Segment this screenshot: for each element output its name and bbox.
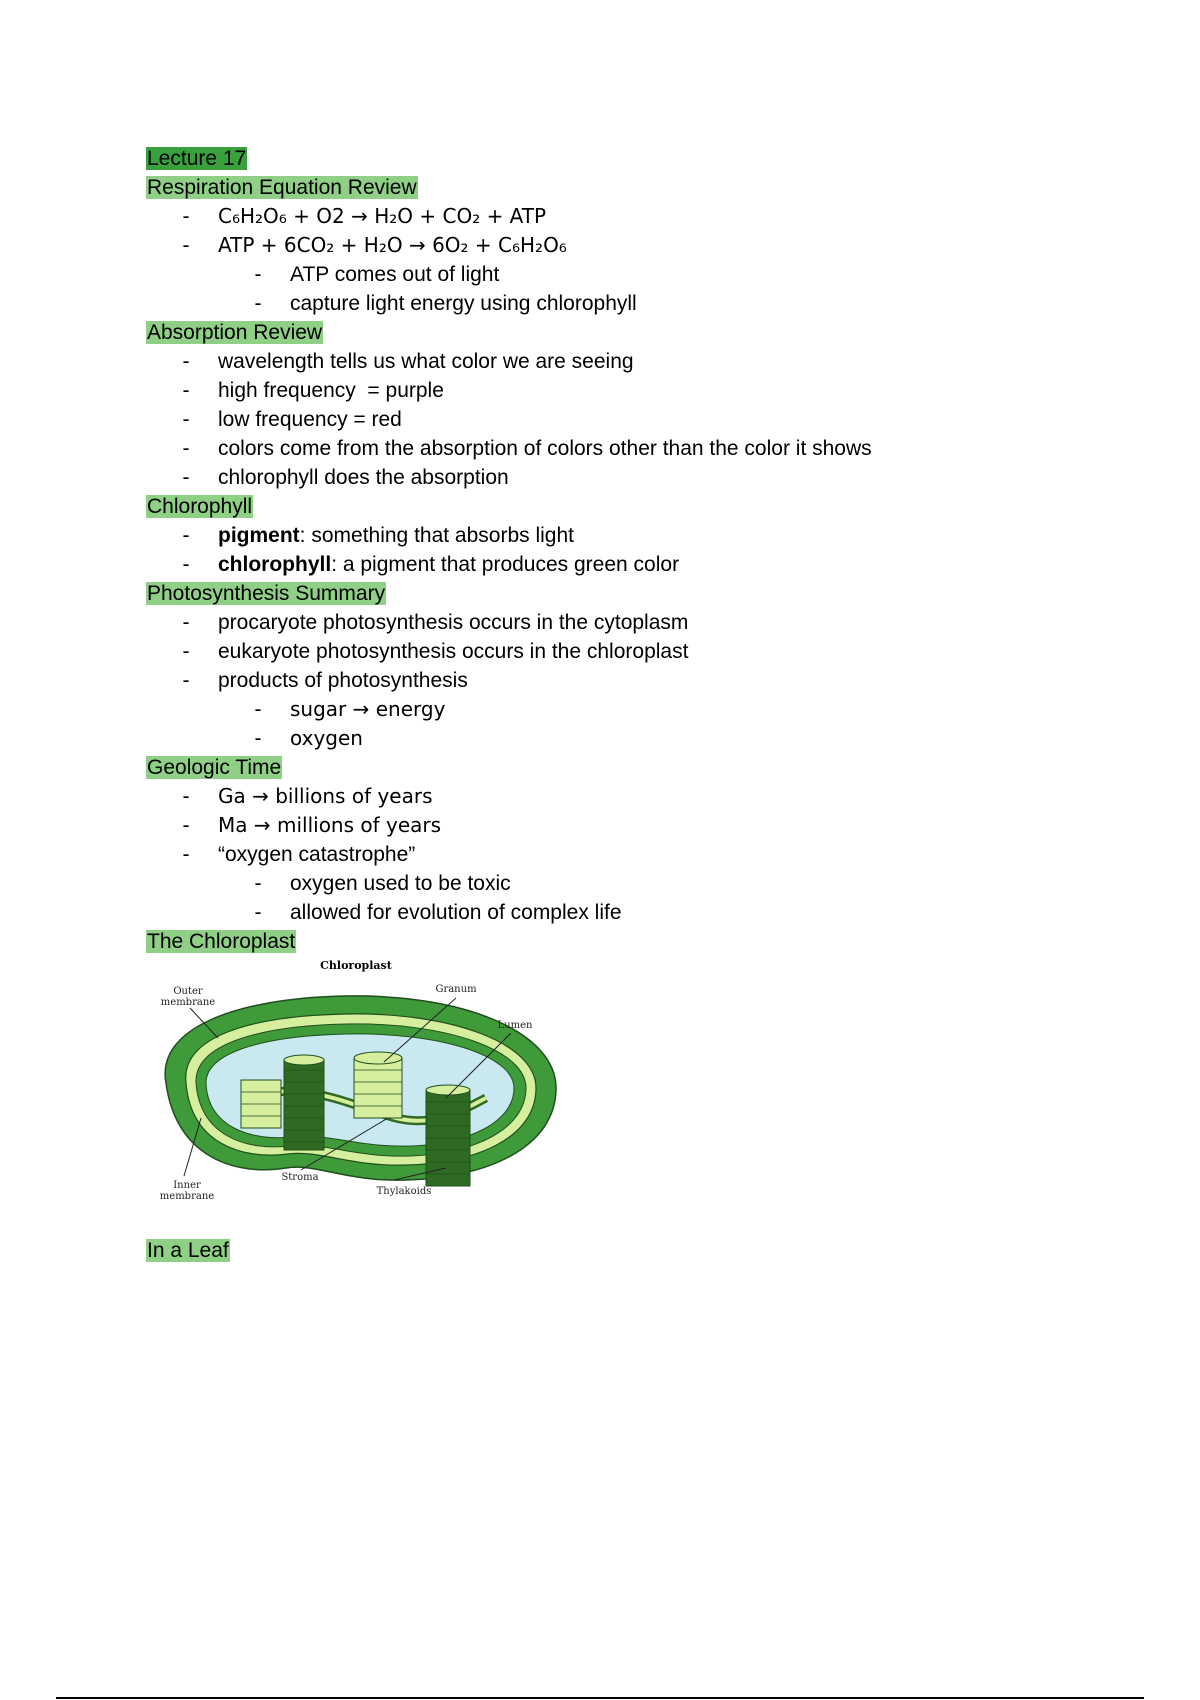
photosynthesis-heading-line	[146, 579, 1106, 608]
label-outer-membrane: Outer membrane	[160, 986, 216, 1008]
respiration-heading-line	[146, 173, 1106, 202]
list-item	[146, 289, 1106, 318]
list-item	[146, 521, 1106, 550]
bullet-dash: -	[254, 292, 262, 315]
respiration-heading: Respiration Equation Review	[147, 176, 417, 199]
chlorophyll-heading-line	[146, 492, 1106, 521]
bullet-dash: -	[254, 727, 262, 750]
geologic-heading-line	[146, 753, 1106, 782]
bullet-dash: -	[182, 234, 190, 257]
geologic-heading: Geologic Time	[147, 756, 282, 779]
list-item	[146, 202, 1106, 231]
definition-chlorophyll: : a pigment that produces green color	[331, 553, 680, 576]
respiration-sub-1: ATP comes out of light	[290, 263, 500, 286]
geologic-sub-1: oxygen used to be toxic	[290, 872, 511, 895]
absorption-item-2: high frequency = purple	[218, 379, 444, 402]
list-item	[146, 550, 1106, 579]
list-item	[146, 347, 1106, 376]
lecture-title: Lecture 17	[147, 147, 247, 170]
respiration-equation-1: C₆H₂O₆ + O2 → H₂O + CO₂ + ATP	[218, 204, 547, 228]
bullet-dash: -	[254, 698, 262, 721]
bullet-dash: -	[182, 611, 190, 634]
bullet-dash: -	[182, 466, 190, 489]
list-item	[146, 608, 1106, 637]
absorption-item-5: chlorophyll does the absorption	[218, 466, 509, 489]
photosynthesis-item-3: products of photosynthesis	[218, 669, 468, 692]
list-item	[146, 811, 1106, 840]
bullet-dash: -	[182, 814, 190, 837]
list-item	[146, 898, 1106, 927]
photosynthesis-item-1: procaryote photosynthesis occurs in the cytoplasm	[218, 611, 689, 634]
bullet-dash: -	[182, 437, 190, 460]
list-item	[146, 869, 1106, 898]
bullet-dash: -	[182, 379, 190, 402]
list-item	[146, 376, 1106, 405]
respiration-equation-2: ATP + 6CO₂ + H₂O → 6O₂ + C₆H₂O₆	[218, 233, 567, 257]
bullet-dash: -	[182, 640, 190, 663]
geologic-item-2: Ma → millions of years	[218, 813, 442, 837]
list-item	[146, 695, 1106, 724]
photosynthesis-sub-1: sugar → energy	[290, 697, 446, 721]
photosynthesis-sub-2: oxygen	[290, 726, 363, 750]
bullet-dash: -	[254, 901, 262, 924]
leaf-heading-line	[146, 1236, 1106, 1265]
page-bottom-rule	[56, 1697, 1144, 1699]
absorption-heading: Absorption Review	[147, 321, 323, 344]
list-item	[146, 782, 1106, 811]
term-chlorophyll: chlorophyll	[218, 553, 332, 576]
definition-pigment: : something that absorbs light	[299, 524, 574, 547]
label-thylakoids: Thylakoids	[376, 1186, 432, 1197]
photosynthesis-item-2: eukaryote photosynthesis occurs in the chloroplast	[218, 640, 689, 663]
label-granum: Granum	[435, 984, 477, 995]
document-body	[146, 144, 1106, 1265]
bullet-dash: -	[182, 408, 190, 431]
absorption-item-3: low frequency = red	[218, 408, 402, 431]
list-item	[146, 666, 1106, 695]
leaf-heading: In a Leaf	[147, 1239, 229, 1262]
figure-title: Chloroplast	[320, 959, 392, 972]
chloroplast-diagram	[146, 958, 566, 1228]
bullet-dash: -	[182, 843, 190, 866]
bullet-dash: -	[254, 872, 262, 895]
label-inner-membrane: Inner membrane	[159, 1180, 215, 1202]
lecture-title-line	[146, 144, 1106, 173]
geologic-item-3: “oxygen catastrophe”	[218, 843, 416, 866]
chloroplast-heading-line	[146, 927, 1106, 956]
list-item	[146, 724, 1106, 753]
respiration-sub-2: capture light energy using chlorophyll	[290, 292, 637, 315]
list-item	[146, 840, 1106, 869]
bullet-dash: -	[182, 553, 190, 576]
bullet-dash: -	[182, 350, 190, 373]
bullet-dash: -	[182, 524, 190, 547]
label-stroma: Stroma	[281, 1172, 319, 1183]
geologic-item-1: Ga → billions of years	[218, 784, 433, 808]
geologic-sub-2: allowed for evolution of complex life	[290, 901, 622, 924]
bullet-dash: -	[254, 263, 262, 286]
label-lumen: Lumen	[497, 1020, 533, 1031]
list-item	[146, 463, 1106, 492]
bullet-dash: -	[182, 785, 190, 808]
absorption-heading-line	[146, 318, 1106, 347]
term-pigment: pigment	[218, 524, 300, 547]
bullet-dash: -	[182, 669, 190, 692]
list-item	[146, 260, 1106, 289]
list-item	[146, 637, 1106, 666]
absorption-item-1: wavelength tells us what color we are seeing	[218, 350, 634, 373]
chloroplast-heading: The Chloroplast	[147, 930, 296, 953]
bullet-dash: -	[182, 205, 190, 228]
photosynthesis-heading: Photosynthesis Summary	[147, 582, 386, 605]
list-item	[146, 434, 1106, 463]
list-item	[146, 405, 1106, 434]
list-item	[146, 231, 1106, 260]
chlorophyll-heading: Chlorophyll	[147, 495, 253, 518]
absorption-item-4: colors come from the absorption of colors other than the color it shows	[218, 437, 872, 460]
